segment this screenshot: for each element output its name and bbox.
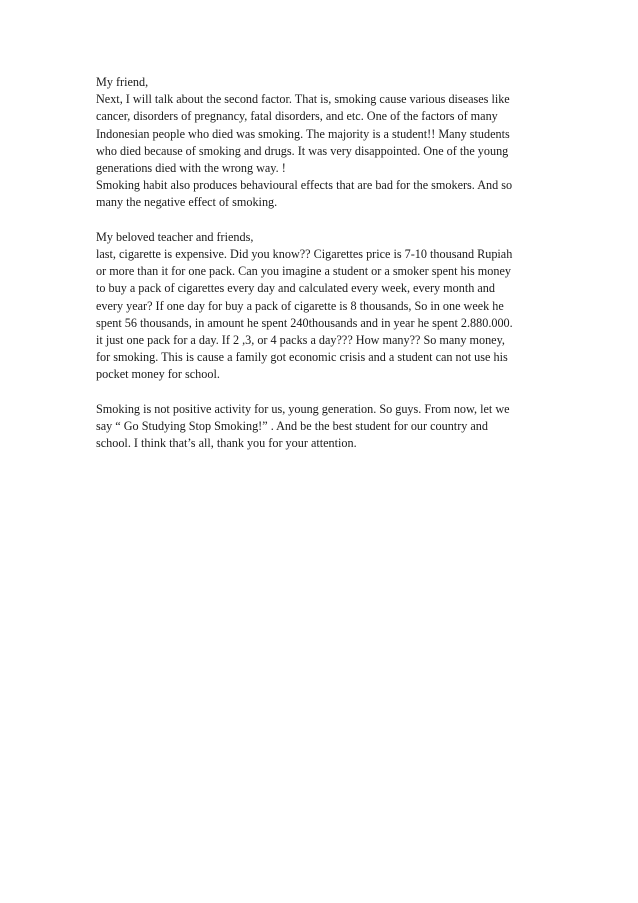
text-line: to buy a pack of cigarettes every day and calculated every week, every month and (96, 281, 495, 296)
text-line: or more than it for one pack. Can you imagine a student or a smoker spent his money (96, 264, 511, 279)
text-line: Smoking is not positive activity for us, young generation. So guys. From now, let we (96, 401, 510, 416)
text-line: every year? If one day for buy a pack of cigarette is 8 thousands, So in one week he (96, 298, 504, 313)
paragraph-spacer (96, 384, 546, 401)
text-line: say “ Go Studying Stop Smoking!” . And be the best student for our country and (96, 419, 488, 434)
text-line: school. I think that’s all, thank you for your attention. (96, 436, 357, 451)
paragraph-spacer (96, 212, 546, 229)
text-line: it just one pack for a day. If 2 ,3, or 4 packs a day??? How many?? So many money, (96, 333, 505, 348)
text-line: pocket money for school. (96, 367, 220, 382)
text-line: who died because of smoking and drugs. It was very disappointed. One of the young (96, 143, 509, 158)
text-line: Smoking habit also produces behavioural effects that are bad for the smokers. And so (96, 178, 513, 193)
text-line: cancer, disorders of pregnancy, fatal disorders, and etc. One of the factors of many (96, 109, 498, 124)
text-line: generations died with the wrong way. ! (96, 161, 286, 176)
text-line: Indonesian people who died was smoking. The majority is a student!! Many students (96, 126, 510, 141)
document-body (96, 74, 546, 452)
text-line: Next, I will talk about the second factor. That is, smoking cause various diseases like (96, 92, 510, 107)
text-line: last, cigarette is expensive. Did you know?? Cigarettes price is 7-10 thousand Rupiah (96, 247, 513, 262)
text-line: many the negative effect of smoking. (96, 195, 278, 210)
text-line: My friend, (96, 75, 149, 89)
text-line: for smoking. This is cause a family got economic crisis and a student can not use his (96, 350, 508, 365)
text-line: My beloved teacher and friends, (96, 229, 254, 244)
text-line: spent 56 thousands, in amount he spent 240thousands and in year he spent 2.880.000. (96, 315, 513, 330)
